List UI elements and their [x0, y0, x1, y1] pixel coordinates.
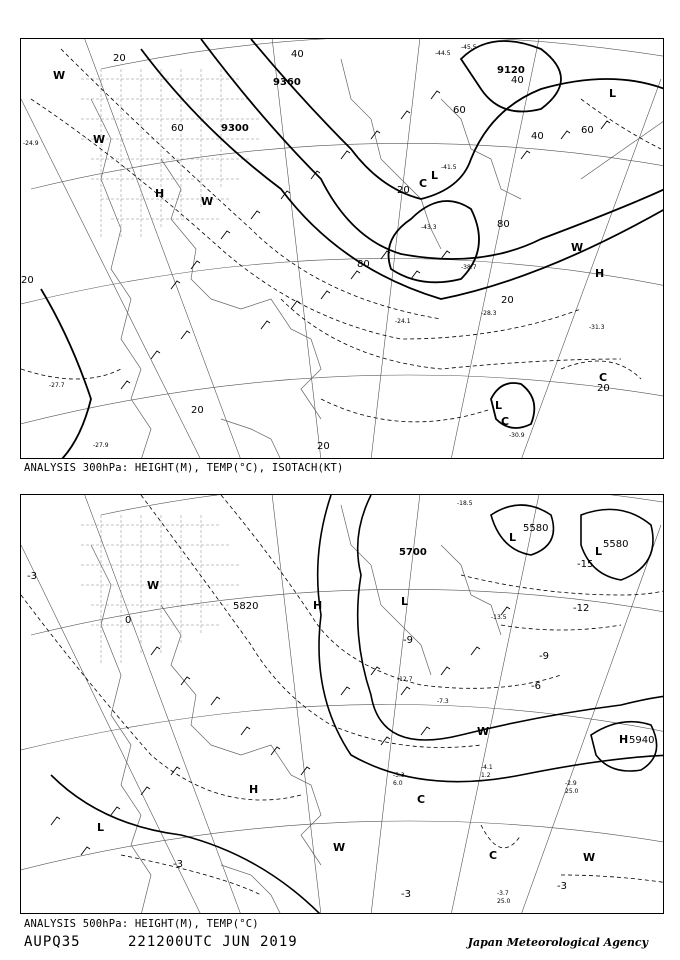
- isotach-label: 60: [581, 125, 594, 136]
- isotach-label: 20: [21, 275, 34, 286]
- temp-label: -38.7: [461, 264, 477, 271]
- cold-symbol: C: [599, 371, 608, 384]
- chart-300hpa: [20, 38, 664, 459]
- isotach-label: 60: [453, 105, 466, 116]
- isotachs-300: [21, 49, 661, 422]
- isotach-label: 60: [171, 123, 184, 134]
- low-symbol: L: [495, 399, 503, 412]
- cold-symbol: C: [489, 849, 498, 862]
- height-label-5580: 5580: [523, 523, 549, 534]
- height-label-5940: 5940: [629, 735, 655, 746]
- isotach-label: 20: [317, 441, 330, 452]
- height-label-5580: 5580: [603, 539, 629, 550]
- low-symbol: L: [97, 821, 105, 834]
- cold-symbol: C: [419, 177, 428, 190]
- low-symbol: L: [595, 545, 603, 558]
- height-label-5820: 5820: [233, 601, 259, 612]
- temp-label: -27.7: [49, 382, 65, 389]
- isotach-label: 20: [597, 383, 610, 394]
- isotach-label: 20: [191, 405, 204, 416]
- temp-label: -3.7: [497, 890, 509, 897]
- low-symbol: L: [431, 169, 439, 182]
- temp-label: 1.2: [481, 772, 491, 779]
- temp-label: -12.7: [397, 676, 413, 683]
- high-symbol: H: [249, 783, 259, 796]
- warm-symbol: W: [333, 841, 346, 854]
- height-label-9120: 9120: [497, 65, 525, 76]
- low-symbol: L: [609, 87, 617, 100]
- temp-label: -24.1: [395, 318, 411, 325]
- temp-label: -30.9: [509, 432, 525, 439]
- cold-symbol: C: [417, 793, 426, 806]
- isotherm-label: -3: [401, 889, 411, 900]
- isotherm-label: -6: [531, 681, 541, 692]
- isotach-label: 20: [113, 53, 126, 64]
- high-symbol: H: [313, 599, 323, 612]
- low-symbol: L: [401, 595, 409, 608]
- warm-symbol: W: [571, 241, 584, 254]
- isotherm-label: -12: [573, 603, 590, 614]
- temp-label: 6.0: [393, 780, 403, 787]
- chart-500hpa: [20, 494, 664, 914]
- warm-symbol: W: [93, 133, 106, 146]
- isotherm-label: -9: [539, 651, 549, 662]
- caption-300hpa: ANALYSIS 300hPa: HEIGHT(M), TEMP(°C), ISOTACH(KT): [24, 462, 344, 474]
- temp-label: 25.0: [565, 788, 579, 795]
- temp-label: -43.3: [421, 224, 437, 231]
- wind-barbs-500: [51, 607, 510, 855]
- isotach-label: 80: [497, 219, 510, 230]
- map-300hpa: [21, 39, 664, 459]
- warm-symbol: W: [201, 195, 214, 208]
- temp-label: -5.3: [393, 772, 405, 779]
- isotherms-500: [21, 495, 664, 895]
- temp-label: -31.3: [589, 324, 605, 331]
- temp-label: -44.5: [435, 50, 451, 57]
- isotherm-label: -9: [403, 635, 413, 646]
- hatch-500: [81, 515, 241, 665]
- temp-label: -24.9: [23, 140, 39, 147]
- isotach-label: 40: [531, 131, 544, 142]
- temp-label: -18.5: [457, 500, 473, 507]
- isotherm-label: -3: [173, 859, 183, 870]
- high-symbol: H: [595, 267, 605, 280]
- height-label-9300: 9300: [221, 123, 249, 134]
- isotach-label: 20: [501, 295, 514, 306]
- cold-symbol: C: [501, 415, 510, 428]
- temp-label: -13.5: [491, 614, 507, 621]
- map-500hpa: [21, 495, 664, 914]
- isotach-label: 20: [397, 185, 410, 196]
- warm-symbol: W: [477, 725, 490, 738]
- graticule-300: [21, 39, 664, 459]
- temp-label: 25.0: [497, 898, 511, 905]
- temp-label: -2.9: [565, 780, 577, 787]
- warm-symbol: W: [53, 69, 66, 82]
- isotach-label: 80: [357, 259, 370, 270]
- height-label-5700: 5700: [399, 547, 427, 558]
- temp-label: -45.5: [461, 44, 477, 51]
- temp-label: -27.9: [93, 442, 109, 449]
- isotherm-label: -3: [27, 571, 37, 582]
- bulletin-code: AUPQ35: [24, 934, 81, 950]
- high-symbol: H: [619, 733, 629, 746]
- isotherm-label: -15: [577, 559, 594, 570]
- temp-label: -4.1: [481, 764, 493, 771]
- isotach-label: 40: [511, 75, 524, 86]
- warm-symbol: W: [147, 579, 160, 592]
- analysis-time: 221200UTC JUN 2019: [128, 934, 298, 950]
- high-symbol: H: [155, 187, 165, 200]
- temp-label: -28.3: [481, 310, 497, 317]
- agency-name: Japan Meteorological Agency: [467, 936, 648, 949]
- low-symbol: L: [509, 531, 517, 544]
- height-label-9360: 9360: [273, 77, 301, 88]
- temp-label: -7.3: [437, 698, 449, 705]
- coastline-500: [91, 505, 501, 914]
- temp-label: -41.5: [441, 164, 457, 171]
- isotherm-label: 0: [125, 615, 132, 626]
- isotach-label: 40: [291, 49, 304, 60]
- isotherm-label: -3: [557, 881, 567, 892]
- warm-symbol: W: [583, 851, 596, 864]
- caption-500hpa: ANALYSIS 500hPa: HEIGHT(M), TEMP(°C): [24, 918, 259, 930]
